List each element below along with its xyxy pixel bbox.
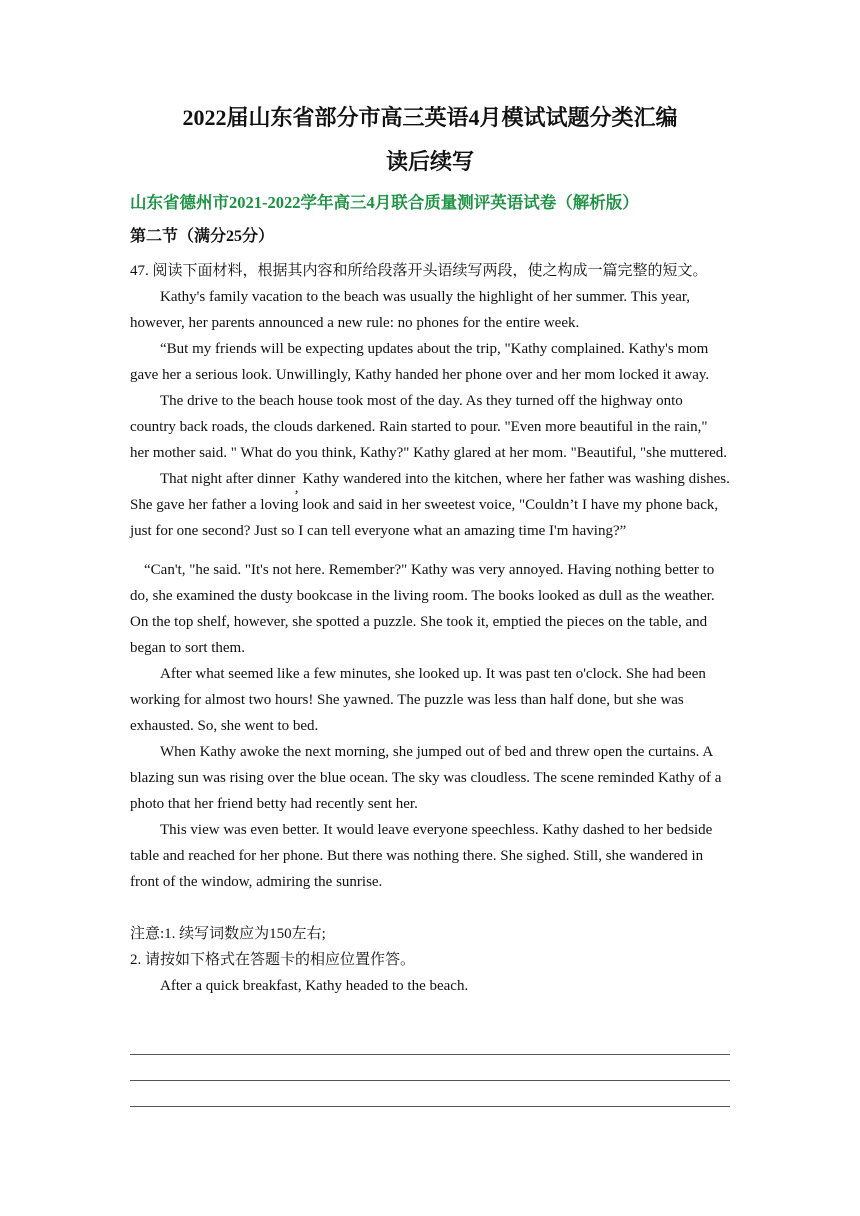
passage-paragraph-2: “But my friends will be expecting updates about the trip, "Kathy complained. Kathy's mom gave her a serious look. Unwillingly, Kathy handed her phone over and her mom locked it away. — [130, 341, 710, 383]
document-title: 2022届山东省部分市高三英语4月模试试题分类汇编 — [182, 105, 678, 130]
passage-paragraph-1: Kathy's family vacation to the beach was usually the highlight of her summer. This year, however, her parents announced a new rule: no phones for the entire week. — [130, 289, 691, 331]
passage-paragraph-6: After what seemed like a few minutes, she looked up. It was past ten o'clock. She had been working for almost two hours! She yawned. The puzzle was less than half done, but she was exhausted. So, she went to bed. — [130, 666, 706, 734]
paragraph-4-start: That night after dinner — [160, 471, 295, 487]
document-subtitle: 读后续写 — [385, 149, 474, 174]
section-heading: 第二节（满分25分） — [130, 228, 275, 245]
answer-line-2[interactable] — [130, 1080, 730, 1081]
note-word-count: 注意:1. 续写词数应为150左右; — [130, 926, 326, 942]
passage-paragraph-4 — [130, 466, 730, 544]
paragraph-4-comma: , — [294, 480, 299, 496]
answer-line-3[interactable] — [130, 1106, 730, 1107]
spacer — [130, 895, 730, 921]
passage-paragraph-3: The drive to the beach house took most of the day. As they turned off the highway onto country back roads, the clouds darkened. Rain started to pour. "Even more beautiful in the rain," her mother said. " What do you think, Kathy?" Kathy glared at her mom. "Beautiful, "she muttered. — [130, 393, 727, 461]
paragraph-starter: After a quick breakfast, Kathy headed to the beach. — [160, 978, 469, 994]
note-format: 2. 请按如下格式在答题卡的相应位置作答。 — [130, 952, 416, 968]
passage-paragraph-5: “Can't, "he said. "It's not here. Remember?" Kathy was very annoyed. Having nothing better to do, she examined the dusty bookcase in the living room. The books looked as dull as the weather. On the top shelf, however, she spotted a puzzle. She took it, emptied the pieces on the table, and began to sort them. — [130, 562, 715, 656]
question-body — [130, 258, 730, 999]
answer-line-1[interactable] — [130, 1054, 730, 1055]
passage-paragraph-7: When Kathy awoke the next morning, she jumped out of bed and threw open the curtains. A blazing sun was rising over the blue ocean. The sky was cloudless. The scene reminded Kathy of a photo that her friend betty had recently sent her. — [130, 744, 722, 812]
paragraph-4-rest: Kathy wandered into the kitchen, where her father was washing dishes. She gave her father a loving look and said in her sweetest voice, "Couldn’t I have my phone back, just for one second? Just so I can tell everyone what an amazing time I'm having?” — [130, 471, 730, 539]
passage-paragraph-8: This view was even better. It would leave everyone speechless. Kathy dashed to her bedside table and reached for her phone. But there was nothing there. She sighed. Still, she wandered in front of the window, admiring the sunrise. — [130, 822, 713, 890]
question-instruction: 47. 阅读下面材料，根据其内容和所给段落开头语续写两段，使之构成一篇完整的短文。 — [130, 263, 708, 279]
exam-source-heading: 山东省德州市2021-2022学年高三4月联合质量测评英语试卷（解析版） — [130, 193, 639, 212]
